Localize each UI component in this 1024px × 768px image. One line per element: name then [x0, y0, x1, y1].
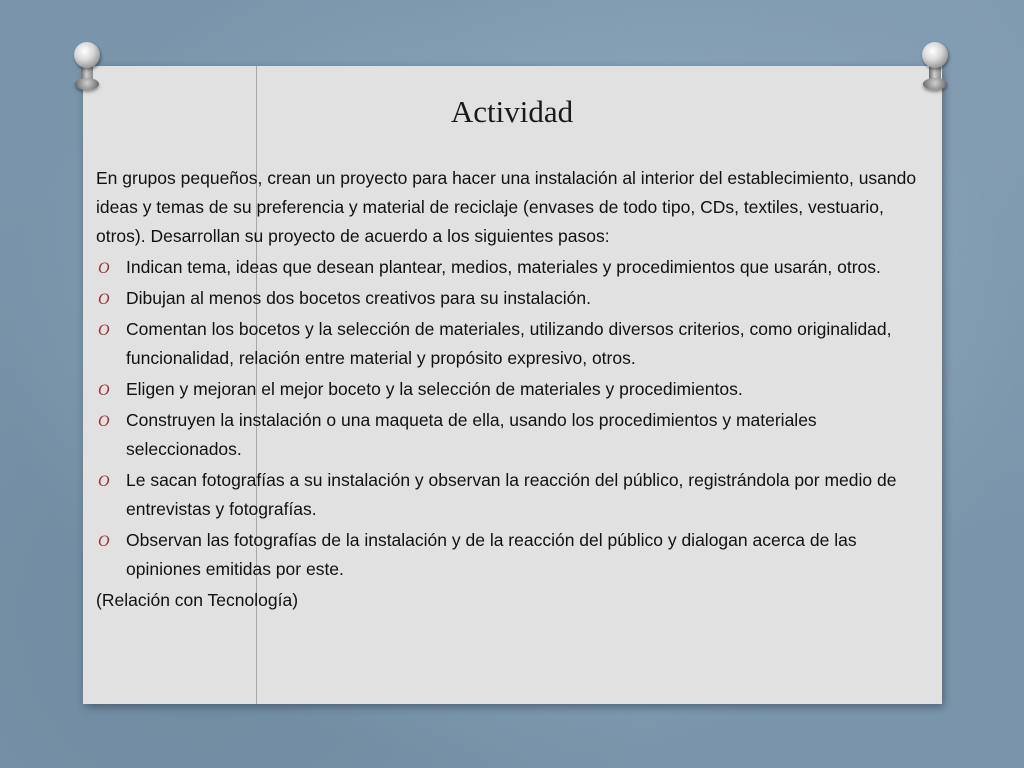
slide-body	[96, 164, 936, 615]
bullet-icon: O	[98, 533, 110, 550]
steps-list	[96, 253, 936, 584]
list-item	[96, 466, 936, 524]
list-item-text: Construyen la instalación o una maqueta de ella, usando los procedimientos y materiales seleccionados.	[126, 410, 817, 459]
list-item-text: Eligen y mejoran el mejor boceto y la selección de materiales y procedimientos.	[126, 379, 743, 399]
bullet-icon: O	[98, 260, 110, 277]
list-item	[96, 315, 936, 373]
intro-paragraph: En grupos pequeños, crean un proyecto para hacer una instalación al interior del establecimiento, usando ideas y temas de su preferencia y material de reciclaje (envases de todo tipo, CDs, textiles, vestuario, otros). Desarrollan su proyecto de acuerdo a los siguientes pasos:	[96, 168, 917, 246]
list-item-text: Indican tema, ideas que desean plantear, medios, materiales y procedimientos que usarán, otros.	[126, 257, 881, 277]
list-item	[96, 406, 936, 464]
list-item-text: Comentan los bocetos y la selección de materiales, utilizando diversos criterios, como originalidad, funcionalidad, relación entre material y propósito expresivo, otros.	[126, 319, 892, 368]
bullet-icon: O	[98, 473, 110, 490]
slide-title: Actividad	[450, 94, 574, 129]
bullet-icon: O	[98, 291, 110, 308]
list-item-text: Observan las fotografías de la instalación y de la reacción del público y dialogan acerca de las opiniones emitidas por este.	[126, 530, 857, 579]
bullet-icon: O	[98, 382, 110, 399]
pushpin-right-icon	[918, 40, 954, 90]
closing-note: (Relación con Tecnología)	[96, 590, 299, 610]
bullet-icon: O	[98, 413, 110, 430]
pushpin-left-icon	[70, 40, 106, 90]
list-item	[96, 526, 936, 584]
list-item-text: Le sacan fotografías a su instalación y observan la reacción del público, registrándola por medio de entrevistas y fotografías.	[126, 470, 897, 519]
list-item	[96, 284, 936, 313]
list-item	[96, 253, 936, 282]
list-item	[96, 375, 936, 404]
bullet-icon: O	[98, 322, 110, 339]
list-item-text: Dibujan al menos dos bocetos creativos para su instalación.	[126, 288, 591, 308]
